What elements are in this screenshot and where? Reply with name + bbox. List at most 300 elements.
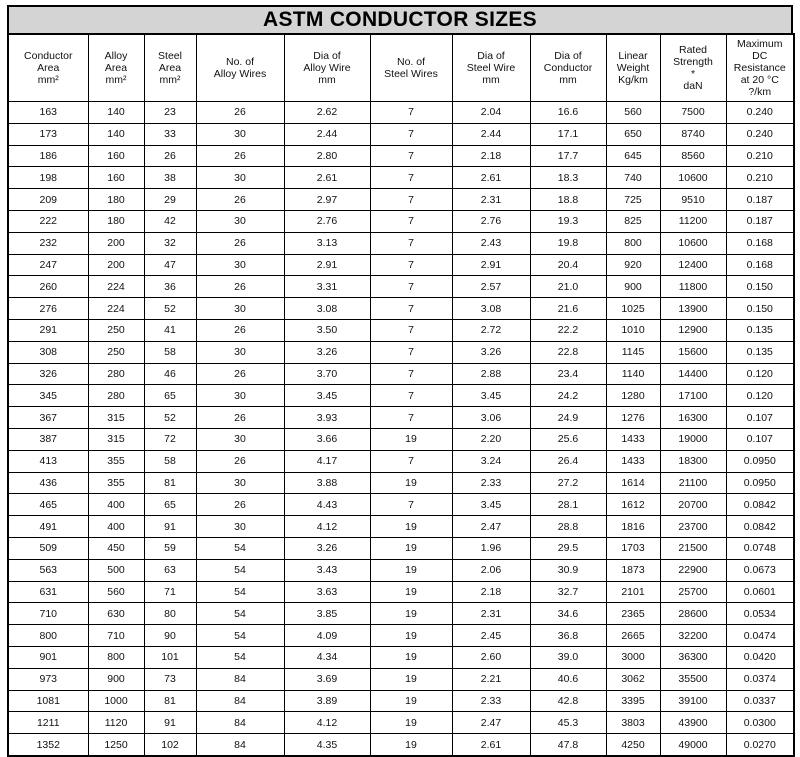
table-cell: 90: [144, 625, 196, 647]
table-cell: 0.0842: [726, 516, 794, 538]
table-cell: 2.76: [452, 210, 530, 232]
table-cell: 0.240: [726, 102, 794, 124]
table-cell: 7: [370, 341, 452, 363]
table-cell: 2.04: [452, 102, 530, 124]
table-cell: 22.8: [530, 341, 606, 363]
table-cell: 0.135: [726, 341, 794, 363]
table-cell: 563: [8, 559, 88, 581]
column-header-line: Area: [104, 62, 128, 74]
table-cell: 39100: [660, 690, 726, 712]
table-row: [8, 537, 794, 559]
table-cell: 22.2: [530, 319, 606, 341]
table-cell: 250: [88, 341, 144, 363]
column-header-line: *: [690, 68, 696, 80]
table-row: [8, 210, 794, 232]
table-cell: 59: [144, 537, 196, 559]
table-cell: 3.69: [284, 668, 370, 690]
table-cell: 84: [196, 690, 284, 712]
column-header-line: Area: [158, 62, 182, 74]
table-cell: 7: [370, 254, 452, 276]
table-cell: 2665: [606, 625, 660, 647]
column-header-line: Resistance: [733, 62, 786, 74]
column-header-line: mm: [318, 74, 336, 86]
column-header-line: Dia of: [554, 50, 582, 62]
table-cell: 54: [196, 581, 284, 603]
table-row: [8, 690, 794, 712]
table-row: [8, 559, 794, 581]
table-cell: 23: [144, 102, 196, 124]
table-cell: 1010: [606, 319, 660, 341]
table-cell: 14400: [660, 363, 726, 385]
table-cell: 26.4: [530, 450, 606, 472]
table-cell: 26: [196, 276, 284, 298]
table-cell: 30: [196, 472, 284, 494]
table-cell: 2.57: [452, 276, 530, 298]
table-cell: 400: [88, 516, 144, 538]
alloy-area-header: [88, 34, 144, 102]
table-cell: 4.43: [284, 494, 370, 516]
table-cell: 630: [88, 603, 144, 625]
table-cell: 47: [144, 254, 196, 276]
table-cell: 0.187: [726, 210, 794, 232]
table-cell: 232: [8, 232, 88, 254]
table-cell: 355: [88, 450, 144, 472]
table-cell: 224: [88, 298, 144, 320]
column-header-line: daN: [683, 80, 703, 92]
table-cell: 7: [370, 276, 452, 298]
table-cell: 0.168: [726, 254, 794, 276]
table-cell: 19: [370, 646, 452, 668]
table-cell: 2.44: [284, 123, 370, 145]
table-row: [8, 189, 794, 211]
conductor-table-sheet: [7, 5, 793, 757]
table-cell: 21.0: [530, 276, 606, 298]
table-cell: 3.63: [284, 581, 370, 603]
table-cell: 7: [370, 167, 452, 189]
table-cell: 27.2: [530, 472, 606, 494]
table-cell: 2.47: [452, 712, 530, 734]
table-cell: 3.08: [284, 298, 370, 320]
table-cell: 49000: [660, 734, 726, 756]
table-cell: 11800: [660, 276, 726, 298]
alloy-wires-count-header: [196, 34, 284, 102]
table-cell: 247: [8, 254, 88, 276]
table-cell: 19: [370, 668, 452, 690]
table-cell: 52: [144, 407, 196, 429]
table-cell: 45.3: [530, 712, 606, 734]
table-cell: 34.6: [530, 603, 606, 625]
table-cell: 0.135: [726, 319, 794, 341]
table-cell: 2101: [606, 581, 660, 603]
table-cell: 29.5: [530, 537, 606, 559]
table-cell: 450: [88, 537, 144, 559]
table-cell: 23700: [660, 516, 726, 538]
linear-weight-header: [606, 34, 660, 102]
table-row: [8, 407, 794, 429]
table-cell: 63: [144, 559, 196, 581]
table-cell: 3.85: [284, 603, 370, 625]
table-cell: 26: [196, 145, 284, 167]
table-cell: 2.43: [452, 232, 530, 254]
table-cell: 0.0950: [726, 450, 794, 472]
table-cell: 17100: [660, 385, 726, 407]
column-header-line: ?/km: [748, 86, 772, 98]
table-cell: 30: [196, 123, 284, 145]
column-header-line: mm²: [159, 74, 181, 86]
table-cell: 2.91: [284, 254, 370, 276]
column-header-line: Dia of: [313, 50, 341, 62]
table-cell: 30: [196, 254, 284, 276]
table-cell: 21500: [660, 537, 726, 559]
table-cell: 315: [88, 407, 144, 429]
table-cell: 84: [196, 734, 284, 756]
table-cell: 900: [606, 276, 660, 298]
table-row: [8, 167, 794, 189]
table-cell: 19: [370, 581, 452, 603]
table-cell: 3.26: [284, 537, 370, 559]
table-cell: 0.168: [726, 232, 794, 254]
table-cell: 326: [8, 363, 88, 385]
table-cell: 173: [8, 123, 88, 145]
table-cell: 30: [196, 210, 284, 232]
table-cell: 30: [196, 341, 284, 363]
table-cell: 7: [370, 494, 452, 516]
table-cell: 19: [370, 472, 452, 494]
table-cell: 250: [88, 319, 144, 341]
table-cell: 30: [196, 385, 284, 407]
table-cell: 560: [88, 581, 144, 603]
table-cell: 7: [370, 123, 452, 145]
table-cell: 3.13: [284, 232, 370, 254]
table-cell: 19: [370, 625, 452, 647]
column-header-line: Steel Wire: [466, 62, 516, 74]
table-cell: 2.72: [452, 319, 530, 341]
table-cell: 19: [370, 603, 452, 625]
table-cell: 26: [196, 363, 284, 385]
table-cell: 19: [370, 559, 452, 581]
table-cell: 3.50: [284, 319, 370, 341]
table-row: [8, 102, 794, 124]
table-cell: 8560: [660, 145, 726, 167]
table-cell: 3.45: [452, 385, 530, 407]
table-cell: 42: [144, 210, 196, 232]
table-cell: 16300: [660, 407, 726, 429]
table-cell: 0.150: [726, 276, 794, 298]
table-cell: 1873: [606, 559, 660, 581]
steel-wires-count-header: [370, 34, 452, 102]
table-cell: 30: [196, 428, 284, 450]
table-cell: 1280: [606, 385, 660, 407]
column-header-line: Strength: [673, 56, 713, 68]
table-row: [8, 385, 794, 407]
table-cell: 3803: [606, 712, 660, 734]
conductor-dia-header: [530, 34, 606, 102]
table-cell: 2.61: [452, 167, 530, 189]
table-cell: 2.18: [452, 581, 530, 603]
table-cell: 7: [370, 102, 452, 124]
table-header-row: [8, 34, 794, 102]
table-cell: 3.70: [284, 363, 370, 385]
table-cell: 0.120: [726, 385, 794, 407]
table-cell: 91: [144, 516, 196, 538]
table-cell: 465: [8, 494, 88, 516]
table-cell: 65: [144, 385, 196, 407]
table-cell: 4.17: [284, 450, 370, 472]
table-cell: 725: [606, 189, 660, 211]
table-cell: 39.0: [530, 646, 606, 668]
column-header-line: Linear: [618, 50, 648, 62]
table-cell: 3.24: [452, 450, 530, 472]
table-cell: 25700: [660, 581, 726, 603]
table-cell: 19000: [660, 428, 726, 450]
table-cell: 900: [88, 668, 144, 690]
table-cell: 47.8: [530, 734, 606, 756]
table-cell: 355: [88, 472, 144, 494]
table-cell: 41: [144, 319, 196, 341]
page-title: ASTM CONDUCTOR SIZES: [7, 5, 793, 33]
table-cell: 200: [88, 232, 144, 254]
table-cell: 28.1: [530, 494, 606, 516]
table-cell: 2.33: [452, 472, 530, 494]
table-cell: 72: [144, 428, 196, 450]
table-cell: 180: [88, 189, 144, 211]
table-cell: 21.6: [530, 298, 606, 320]
table-cell: 200: [88, 254, 144, 276]
table-cell: 26: [196, 102, 284, 124]
table-cell: 7: [370, 363, 452, 385]
table-cell: 19.3: [530, 210, 606, 232]
table-cell: 315: [88, 428, 144, 450]
table-cell: 23.4: [530, 363, 606, 385]
table-cell: 280: [88, 385, 144, 407]
table-cell: 1433: [606, 450, 660, 472]
column-header-line: Dia of: [477, 50, 505, 62]
table-row: [8, 581, 794, 603]
table-row: [8, 472, 794, 494]
table-cell: 2365: [606, 603, 660, 625]
table-cell: 24.9: [530, 407, 606, 429]
table-cell: 1614: [606, 472, 660, 494]
table-cell: 7: [370, 385, 452, 407]
table-cell: 260: [8, 276, 88, 298]
table-cell: 2.62: [284, 102, 370, 124]
table-cell: 2.18: [452, 145, 530, 167]
table-cell: 0.187: [726, 189, 794, 211]
table-cell: 33: [144, 123, 196, 145]
table-cell: 8740: [660, 123, 726, 145]
table-cell: 20700: [660, 494, 726, 516]
table-cell: 710: [88, 625, 144, 647]
table-cell: 0.0374: [726, 668, 794, 690]
rated-strength-header: [660, 34, 726, 102]
table-cell: 26: [196, 232, 284, 254]
table-row: [8, 712, 794, 734]
table-cell: 1145: [606, 341, 660, 363]
table-cell: 12900: [660, 319, 726, 341]
table-cell: 19.8: [530, 232, 606, 254]
table-cell: 825: [606, 210, 660, 232]
table-cell: 52: [144, 298, 196, 320]
table-cell: 40.6: [530, 668, 606, 690]
table-cell: 4.12: [284, 516, 370, 538]
table-cell: 7: [370, 407, 452, 429]
table-cell: 1816: [606, 516, 660, 538]
table-row: [8, 254, 794, 276]
table-cell: 0.150: [726, 298, 794, 320]
table-cell: 800: [606, 232, 660, 254]
column-header-line: Area: [37, 62, 60, 74]
table-cell: 30: [196, 298, 284, 320]
table-cell: 0.0270: [726, 734, 794, 756]
table-row: [8, 363, 794, 385]
table-cell: 54: [196, 603, 284, 625]
table-cell: 4.34: [284, 646, 370, 668]
table-row: [8, 298, 794, 320]
table-cell: 3.31: [284, 276, 370, 298]
table-cell: 7: [370, 145, 452, 167]
table-cell: 7: [370, 450, 452, 472]
table-cell: 2.45: [452, 625, 530, 647]
table-cell: 1140: [606, 363, 660, 385]
table-row: [8, 668, 794, 690]
table-cell: 18300: [660, 450, 726, 472]
table-cell: 7: [370, 232, 452, 254]
table-cell: 0.0601: [726, 581, 794, 603]
table-cell: 650: [606, 123, 660, 145]
table-cell: 2.97: [284, 189, 370, 211]
column-header-line: Maximum: [736, 38, 783, 50]
table-row: [8, 123, 794, 145]
column-header-line: Alloy Wires: [213, 68, 267, 80]
table-cell: 800: [88, 646, 144, 668]
table-row: [8, 232, 794, 254]
table-row: [8, 494, 794, 516]
table-cell: 30.9: [530, 559, 606, 581]
table-cell: 276: [8, 298, 88, 320]
table-cell: 13900: [660, 298, 726, 320]
table-cell: 32200: [660, 625, 726, 647]
table-cell: 0.0534: [726, 603, 794, 625]
table-cell: 0.0842: [726, 494, 794, 516]
table-cell: 20.4: [530, 254, 606, 276]
table-cell: 54: [196, 559, 284, 581]
table-cell: 0.120: [726, 363, 794, 385]
table-cell: 36: [144, 276, 196, 298]
table-cell: 140: [88, 102, 144, 124]
table-cell: 4.09: [284, 625, 370, 647]
table-cell: 0.0950: [726, 472, 794, 494]
table-row: [8, 625, 794, 647]
table-cell: 73: [144, 668, 196, 690]
table-cell: 10600: [660, 167, 726, 189]
table-cell: 18.8: [530, 189, 606, 211]
table-cell: 3.93: [284, 407, 370, 429]
table-cell: 491: [8, 516, 88, 538]
table-cell: 2.61: [284, 167, 370, 189]
column-header-line: Steel: [158, 50, 182, 62]
table-cell: 26: [196, 450, 284, 472]
table-cell: 26: [196, 319, 284, 341]
table-cell: 0.210: [726, 167, 794, 189]
table-cell: 7: [370, 298, 452, 320]
table-cell: 3.66: [284, 428, 370, 450]
table-cell: 58: [144, 450, 196, 472]
table-cell: 24.2: [530, 385, 606, 407]
table-cell: 3.43: [284, 559, 370, 581]
table-cell: 11200: [660, 210, 726, 232]
column-header-line: Weight: [616, 62, 650, 74]
table-cell: 280: [88, 363, 144, 385]
table-cell: 26: [144, 145, 196, 167]
table-body: [8, 102, 794, 756]
steel-area-header: [144, 34, 196, 102]
column-header-line: Rated: [678, 44, 708, 56]
table-cell: 102: [144, 734, 196, 756]
table-cell: 509: [8, 537, 88, 559]
table-cell: 2.61: [452, 734, 530, 756]
table-cell: 38: [144, 167, 196, 189]
table-cell: 58: [144, 341, 196, 363]
table-cell: 222: [8, 210, 88, 232]
column-header-line: No. of: [396, 56, 425, 68]
table-cell: 160: [88, 167, 144, 189]
table-row: [8, 319, 794, 341]
column-header-line: Kg/km: [618, 74, 648, 86]
table-cell: 2.47: [452, 516, 530, 538]
table-cell: 0.0420: [726, 646, 794, 668]
table-cell: 160: [88, 145, 144, 167]
table-cell: 920: [606, 254, 660, 276]
table-cell: 560: [606, 102, 660, 124]
table-cell: 21100: [660, 472, 726, 494]
steel-wire-dia-header: [452, 34, 530, 102]
table-cell: 163: [8, 102, 88, 124]
table-cell: 631: [8, 581, 88, 603]
table-cell: 54: [196, 537, 284, 559]
table-row: [8, 276, 794, 298]
table-cell: 973: [8, 668, 88, 690]
table-cell: 1433: [606, 428, 660, 450]
table-cell: 28.8: [530, 516, 606, 538]
table-cell: 18.3: [530, 167, 606, 189]
column-header-line: No. of: [225, 56, 254, 68]
table-cell: 2.88: [452, 363, 530, 385]
table-cell: 15600: [660, 341, 726, 363]
table-cell: 3.89: [284, 690, 370, 712]
table-cell: 800: [8, 625, 88, 647]
table-cell: 0.0337: [726, 690, 794, 712]
table-row: [8, 603, 794, 625]
table-cell: 7: [370, 210, 452, 232]
table-cell: 140: [88, 123, 144, 145]
column-header-line: mm: [559, 74, 577, 86]
table-cell: 19: [370, 516, 452, 538]
table-row: [8, 145, 794, 167]
table-cell: 29: [144, 189, 196, 211]
table-cell: 19: [370, 712, 452, 734]
table-cell: 3.45: [284, 385, 370, 407]
table-cell: 345: [8, 385, 88, 407]
table-row: [8, 341, 794, 363]
table-cell: 3.08: [452, 298, 530, 320]
table-cell: 3.88: [284, 472, 370, 494]
table-cell: 308: [8, 341, 88, 363]
table-cell: 3062: [606, 668, 660, 690]
table-cell: 1250: [88, 734, 144, 756]
table-cell: 0.107: [726, 428, 794, 450]
table-cell: 16.6: [530, 102, 606, 124]
table-cell: 22900: [660, 559, 726, 581]
